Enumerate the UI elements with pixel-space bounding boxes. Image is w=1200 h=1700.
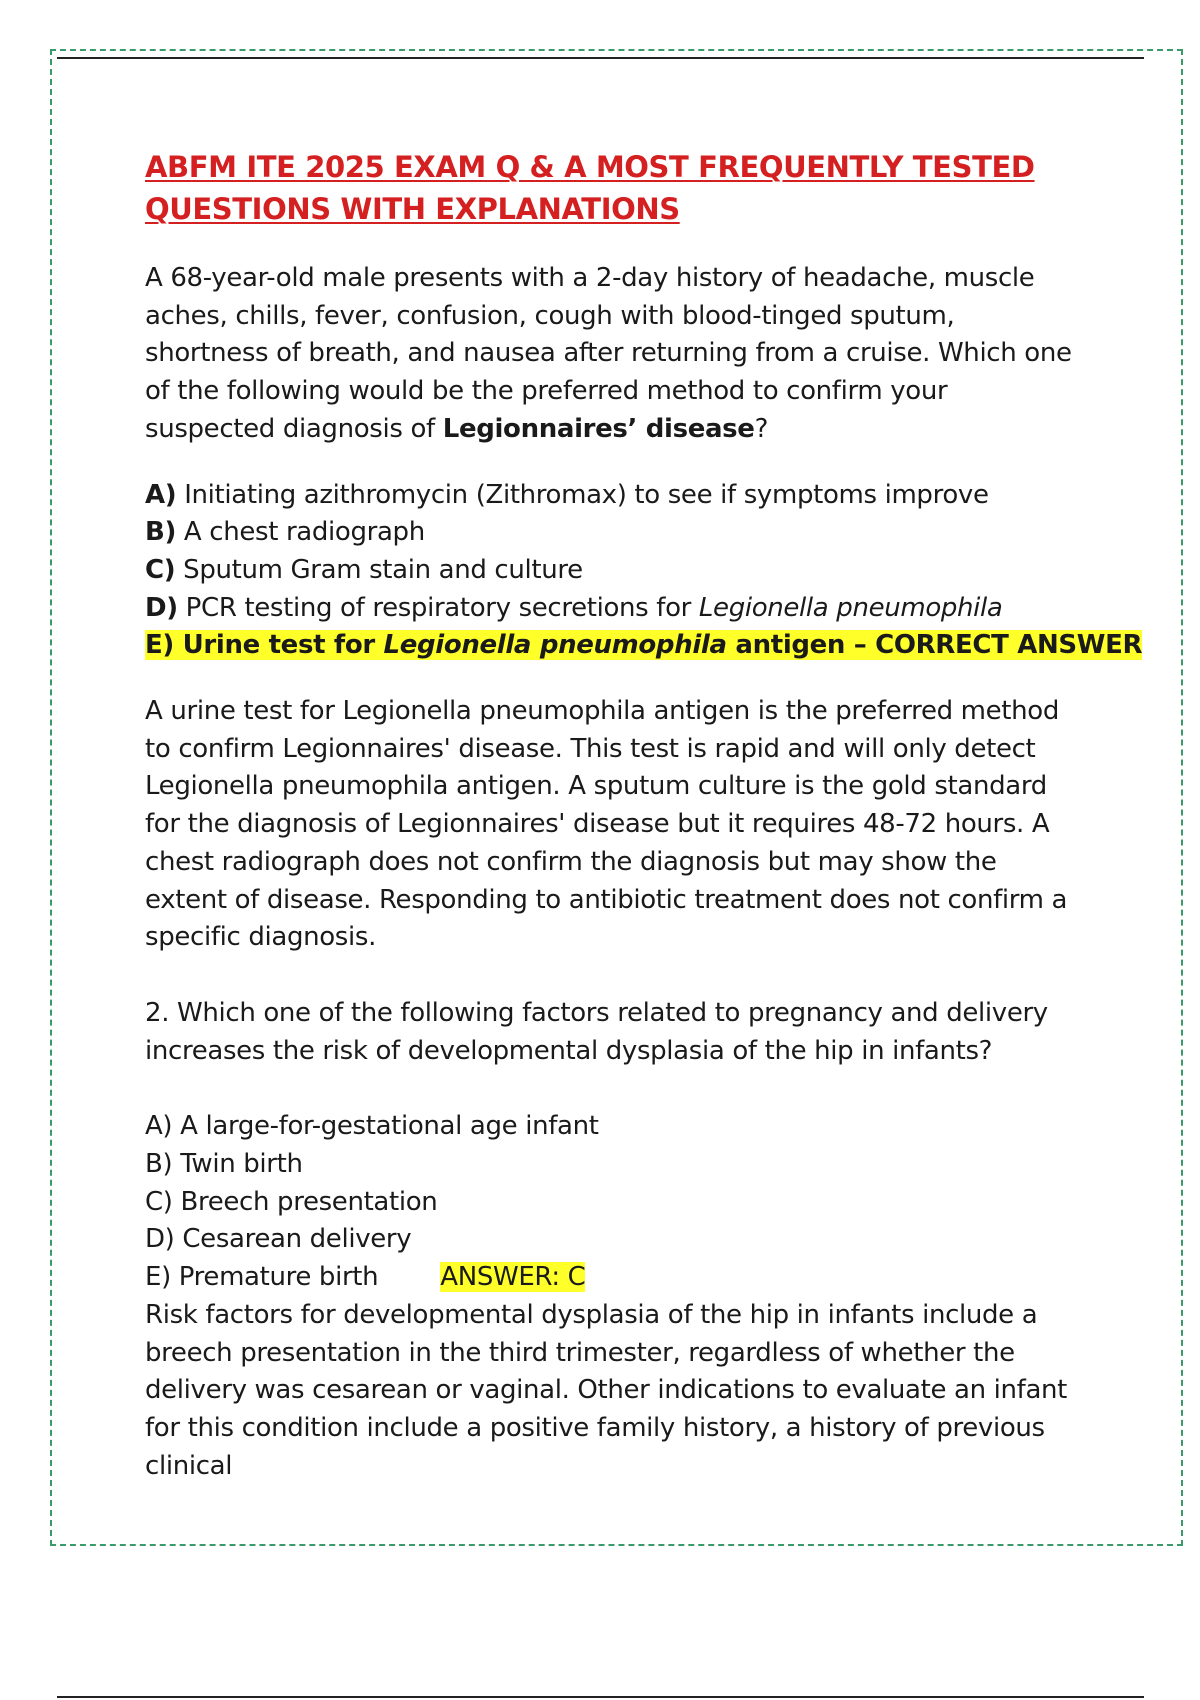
question-1-option-a: A) Initiating azithromycin (Zithromax) to see if symptoms improve xyxy=(145,479,989,510)
question-1-option-c: C) Sputum Gram stain and culture xyxy=(145,554,583,585)
question-1-option-d: D) PCR testing of respiratory secretions for Legionella pneumophila xyxy=(145,592,1003,623)
question-2-options xyxy=(145,1108,1080,1297)
footer-rule xyxy=(57,1696,1144,1698)
question-2-option-e-row xyxy=(145,1259,1080,1297)
question-2-option-d: D) Cesarean delivery xyxy=(145,1224,412,1255)
answer-badge: ANSWER: C xyxy=(440,1262,586,1293)
question-2-option-b: B) Twin birth xyxy=(145,1149,303,1180)
question-2-option-e: E) Premature birth xyxy=(145,1262,379,1293)
question-1-stem: A 68-year-old male presents with a 2-day history of headache, muscle aches, chills, fever, confusion, cough with blood-tinged sputum, shortness of breath, and nausea after returning from a cruise. Which one of the following would be the preferred method to confirm your suspected diagnosis of Legionnaires’ disease? xyxy=(145,263,1072,444)
question-2-stem: 2. Which one of the following factors related to pregnancy and delivery increases the risk of developmental dysplasia of the hip in infants? xyxy=(145,997,1048,1066)
question-1-options xyxy=(145,477,1143,666)
question-1-option-b: B) A chest radiograph xyxy=(145,517,425,548)
question-1-explanation: A urine test for Legionella pneumophila antigen is the preferred method to confirm Legionnaires' disease. This test is rapid and will only detect Legionella pneumophila antigen. A sputum culture is the gold standard for the diagnosis of Legionnaires' disease but it requires 48-72 hours. A chest radiograph does not confirm the diagnosis but may show the extent of disease. Responding to antibiotic treatment does not confirm a specific diagnosis. xyxy=(145,696,1068,953)
question-2-explanation: Risk factors for developmental dysplasia of the hip in infants include a breech presentation in the third trimester, regardless of whether the delivery was cesarean or vaginal. Other indications to evaluate an infant for this condition include a positive family history, a history of previous clinical xyxy=(145,1299,1068,1481)
question-1-correct-option: E) Urine test for Legionella pneumophila antigen – CORRECT ANSWER xyxy=(145,630,1143,661)
header-rule xyxy=(57,57,1144,59)
question-1-key-term: Legionnaires’ disease xyxy=(442,413,755,444)
document-body xyxy=(145,146,1143,1485)
question-2-option-a: A) A large-for-gestational age infant xyxy=(145,1111,599,1142)
question-2-option-c: C) Breech presentation xyxy=(145,1186,438,1217)
document-title: ABFM ITE 2025 EXAM Q & A MOST FREQUENTLY TESTED QUESTIONS WITH EXPLANATIONS xyxy=(145,150,1035,226)
